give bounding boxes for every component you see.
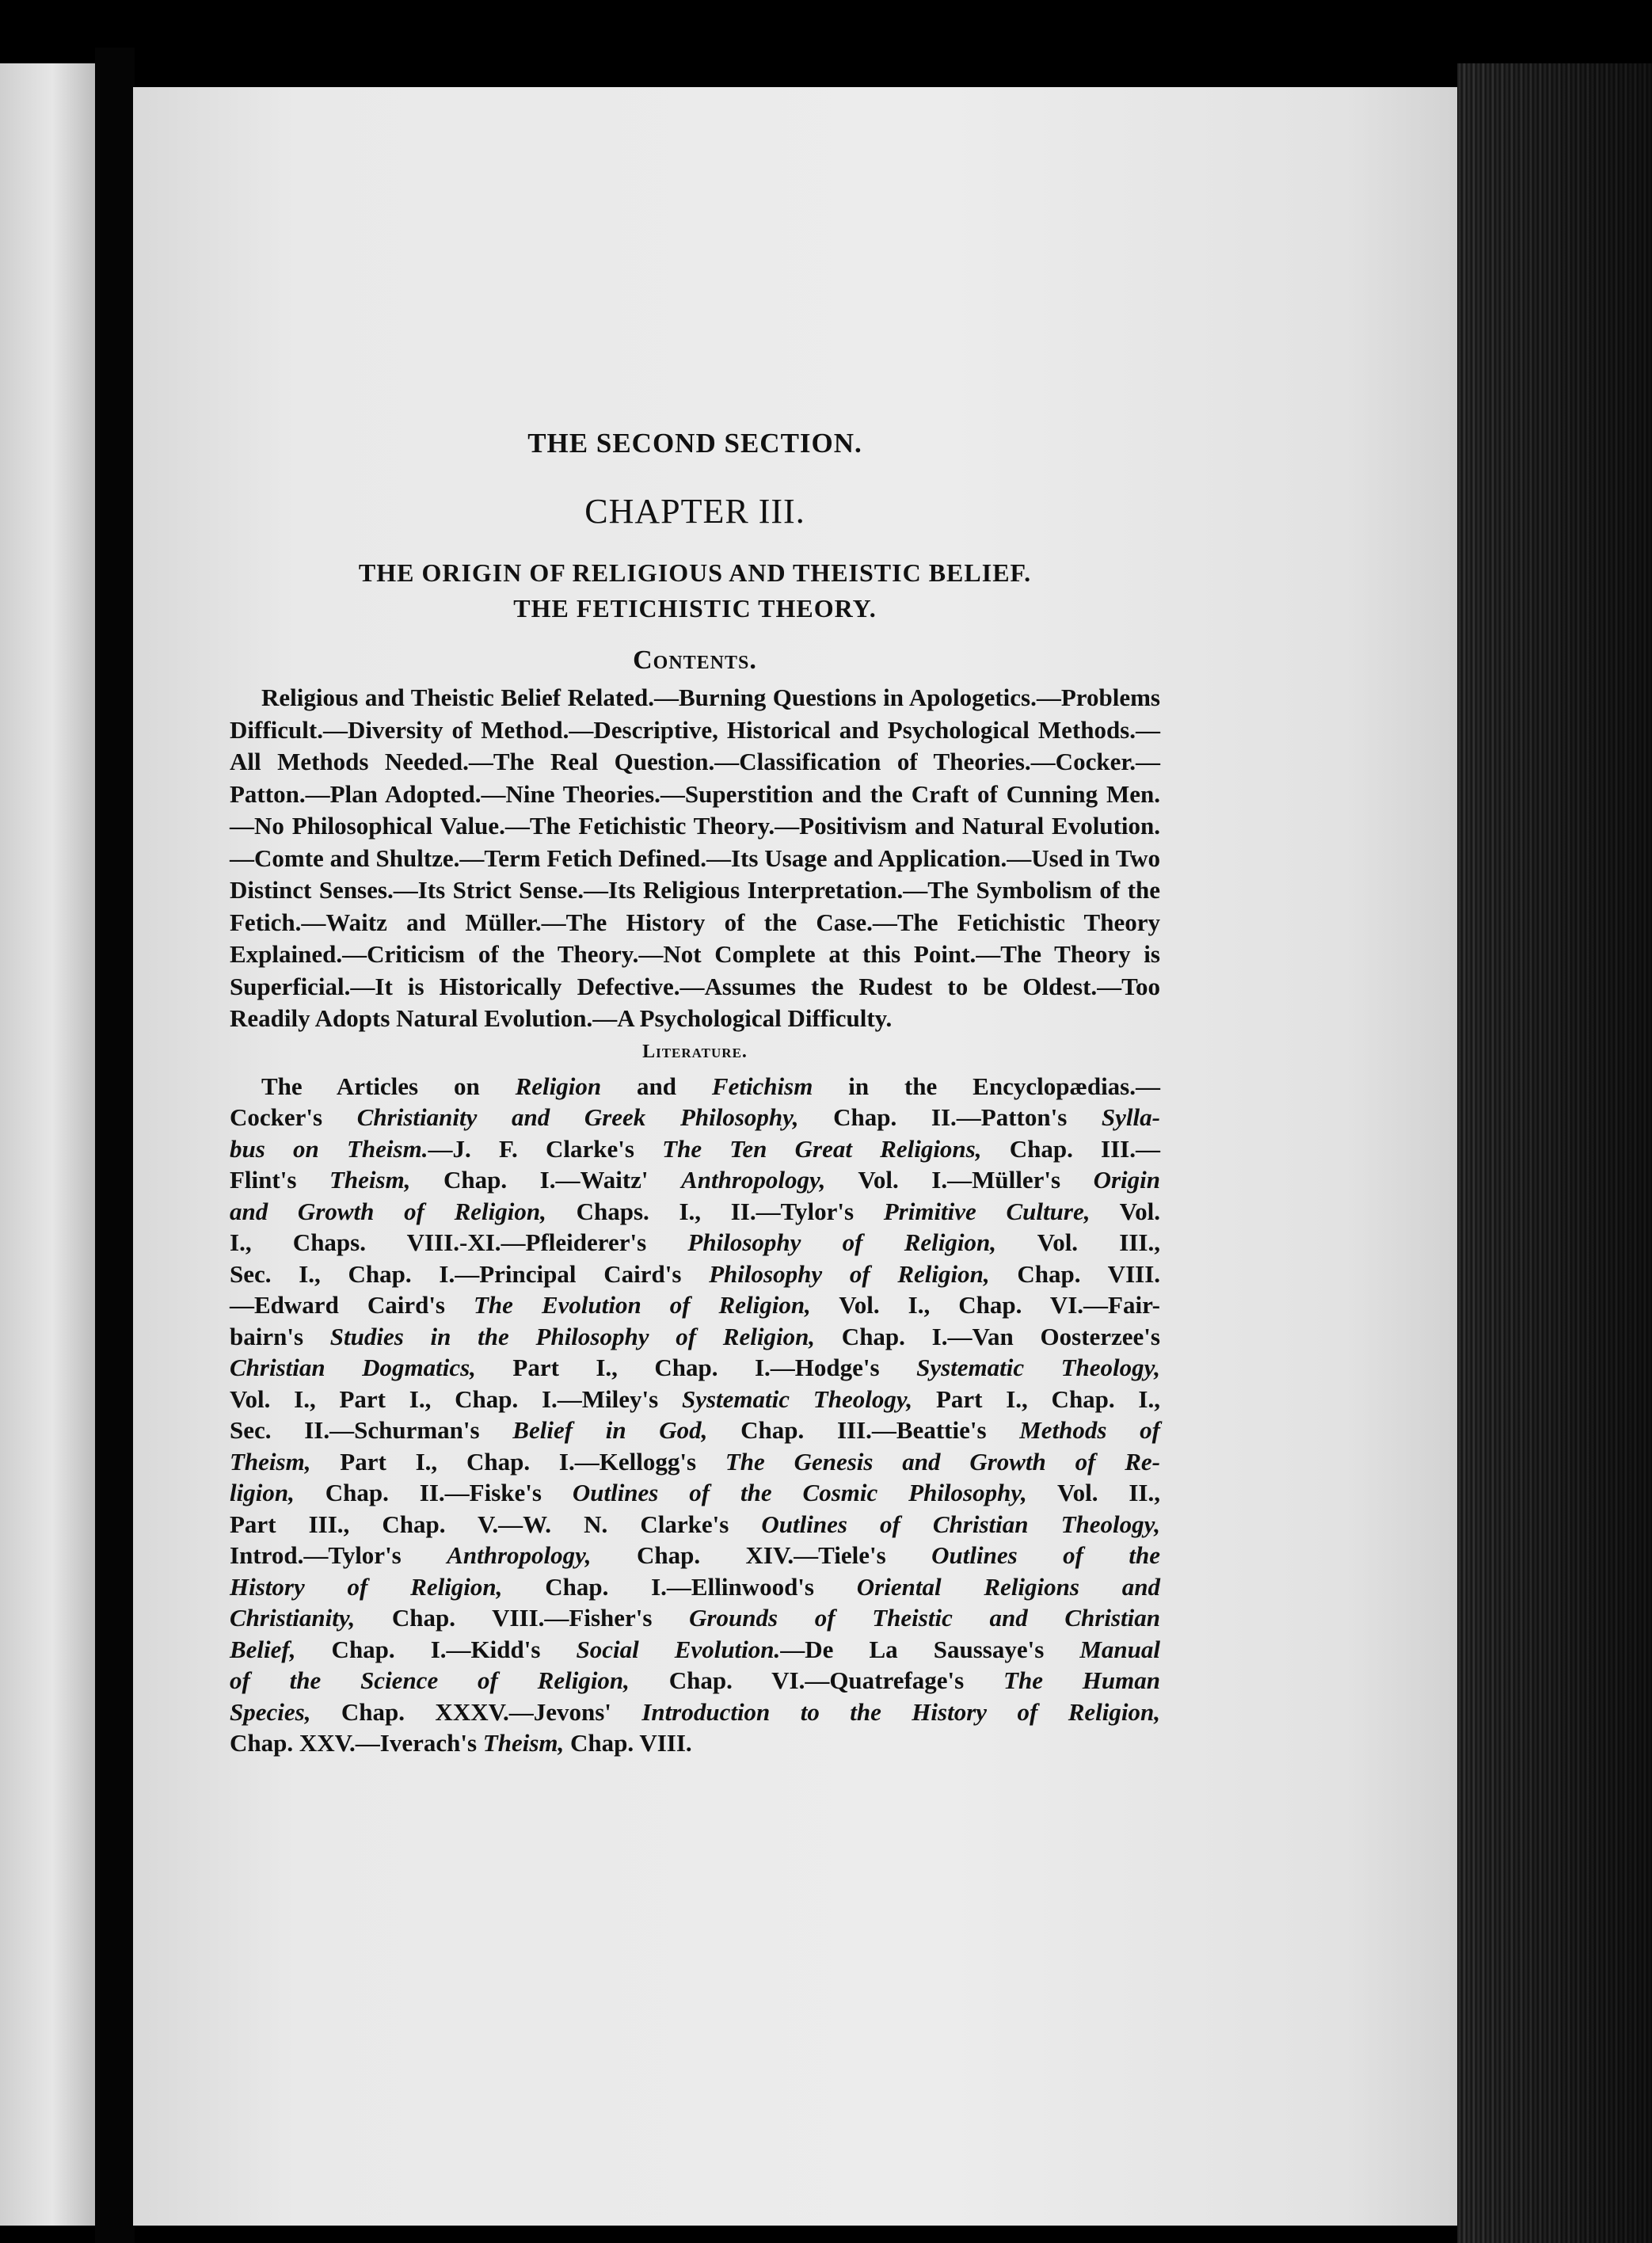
text-run: Chap. XXXV.—Jevons'	[310, 1697, 642, 1726]
text-run: and	[601, 1072, 712, 1100]
title-run: Belief in God,	[512, 1416, 708, 1444]
text-run: Cocker's	[230, 1103, 357, 1131]
literature-line	[230, 1665, 1160, 1697]
text-run: Chap. I.—Van Oosterzee's	[815, 1322, 1160, 1350]
literature-line	[230, 1102, 1160, 1133]
title-run: Christianity,	[230, 1604, 356, 1632]
literature-line	[230, 1352, 1160, 1384]
text-run: Chap. II.—Patton's	[798, 1103, 1102, 1131]
text-run: Part III., Chap. V.—W. N. Clarke's	[230, 1510, 762, 1538]
text-run: Vol. III.,	[995, 1228, 1160, 1256]
text-run: Sec. I., Chap. I.—Principal Caird's	[230, 1259, 710, 1288]
text-run: Chap. II.—Fiske's	[294, 1479, 573, 1506]
text-run: Chap. XXV.—Iverach's	[230, 1729, 483, 1757]
text-run: Sec. II.—Schurman's	[230, 1416, 513, 1444]
literature-line	[230, 1415, 1160, 1446]
text-run: Chap. VIII.	[564, 1729, 692, 1757]
literature-line	[230, 1071, 1160, 1102]
text-run: Chaps. I., II.—Tylor's	[546, 1197, 884, 1225]
text-run: I., Chaps. VIII.-XI.—Pfleiderer's	[230, 1228, 688, 1256]
literature-line	[230, 1446, 1160, 1478]
literature-line	[230, 1477, 1160, 1509]
text-run: Chap. I.—Waitz'	[410, 1166, 682, 1194]
text-run: Vol. I., Chap. VI.—Fair-	[810, 1291, 1160, 1319]
title-run: Sylla-	[1101, 1103, 1160, 1131]
text-run: Chap. III.—Beattie's	[707, 1416, 1020, 1444]
title-run: Theism,	[329, 1166, 411, 1194]
title-run: History of Religion,	[230, 1572, 503, 1601]
text-run: —J. F. Clarke's	[428, 1134, 663, 1163]
title-run: Systematic Theology,	[681, 1384, 913, 1413]
text-run: Chap. I.—Kidd's	[295, 1635, 577, 1663]
literature-line	[230, 1602, 1160, 1634]
literature-line	[230, 1571, 1160, 1603]
literature-line	[230, 1321, 1160, 1353]
section-heading: THE SECOND SECTION.	[527, 428, 862, 459]
text-run: —Edward Caird's	[230, 1291, 474, 1319]
contents-paragraph: Religious and Theistic Belief Related.—Burning Questions in Apologetics.—Problems Difficult.—Diversity of Method.—Descriptive, Historical and Psychological Methods.—All Methods Needed.—The Real Question.—Classification of Theories.—Cocker.—Patton.—Plan Adopted.—Nine Theories.—Superstition and the Craft of Cunning Men.—No Philosophical Value.—The Fetichistic Theory.—Positivism and Natural Evolution.—Comte and Shultze.—Term Fetich Defined.—Its Usage and Application.—Used in Two Distinct Senses.—Its Strict Sense.—Its Religious Interpretation.—The Symbolism of the Fetich.—Waitz and Müller.—The History of the Case.—The Fetichistic Theory Explained.—Criticism of the Theory.—Not Complete at this Point.—The Theory is Superficial.—It is Historically Defective.—Assumes the Rudest to be Oldest.—Too Readily Adopts Natural Evolution.—A Psychological Difficulty.	[230, 684, 1160, 1032]
text-run: Vol. I., Part I., Chap. I.—Miley's	[230, 1384, 682, 1413]
chapter-heading: CHAPTER III.	[584, 492, 805, 531]
text-run: Vol. I.—Müller's	[825, 1166, 1094, 1194]
page-content	[230, 428, 1160, 1759]
title-run: Grounds of Theistic and Christian	[689, 1604, 1160, 1632]
literature-line	[230, 1540, 1160, 1571]
text-run: Part I., Chap. I.—Kellogg's	[310, 1447, 725, 1476]
title-run: Theism,	[482, 1729, 565, 1757]
text-run: Part I., Chap. I.—Hodge's	[475, 1354, 917, 1381]
literature-line	[230, 1727, 1160, 1759]
text-run: Chap. I.—Ellinwood's	[502, 1572, 857, 1601]
page-block-shadow	[1457, 63, 1652, 2243]
chapter-title-line-1: THE ORIGIN OF RELIGIOUS AND THEISTIC BELIEF.	[358, 558, 1032, 587]
title-run: Outlines of the Cosmic Philosophy,	[572, 1479, 1027, 1506]
text-run: Chap. VIII.	[989, 1259, 1161, 1288]
title-run: The Ten Great Religions,	[662, 1134, 982, 1163]
title-run: Theism,	[230, 1447, 311, 1476]
title-run: Systematic Theology,	[916, 1354, 1160, 1381]
title-run: Oriental Religions and	[856, 1572, 1160, 1601]
text-run: in the Encyclopædias.—	[813, 1072, 1160, 1100]
facing-page-edge	[0, 63, 95, 2226]
chapter-title	[230, 555, 1160, 626]
title-run: Philosophy of Religion,	[687, 1228, 996, 1256]
text-run: Vol. II.,	[1026, 1479, 1160, 1506]
contents-heading: Contents.	[633, 645, 757, 675]
literature-line	[230, 1384, 1160, 1415]
text-run: bairn's	[230, 1322, 330, 1350]
text-run: Chap. VIII.—Fisher's	[355, 1604, 690, 1632]
title-run: Philosophy of Religion,	[709, 1259, 990, 1288]
title-run: The Human	[1003, 1666, 1160, 1694]
title-run: The Evolution of Religion,	[474, 1291, 811, 1319]
text-run: —De La Saussaye's	[780, 1635, 1080, 1663]
title-run: Anthropology,	[447, 1541, 592, 1569]
literature-line	[230, 1509, 1160, 1540]
literature-line	[230, 1259, 1160, 1290]
title-run: Religion	[515, 1072, 602, 1100]
title-run: Introduction to the History of Religion,	[641, 1697, 1160, 1726]
title-run: Christian Dogmatics,	[230, 1354, 476, 1381]
title-run: Methods of	[1019, 1416, 1160, 1444]
title-run: of the Science of Religion,	[230, 1666, 630, 1694]
title-run: Studies in the Philosophy of Religion,	[329, 1322, 816, 1350]
literature-line	[230, 1634, 1160, 1666]
text-run: Introd.—Tylor's	[230, 1541, 447, 1569]
text-run: Part I., Chap. I.,	[912, 1384, 1160, 1413]
chapter-title-line-2: THE FETICHISTIC THEORY.	[513, 594, 877, 623]
text-run: Vol.	[1090, 1197, 1160, 1225]
title-run: Belief,	[230, 1635, 296, 1663]
literature-line	[230, 1164, 1160, 1196]
title-run: Christianity and Greek Philosophy,	[356, 1103, 799, 1131]
title-run: Fetichism	[711, 1072, 813, 1100]
text-run: Chap. XIV.—Tiele's	[591, 1541, 932, 1569]
title-run: The Genesis and Growth of Re-	[725, 1447, 1160, 1476]
text-run: Flint's	[230, 1166, 329, 1194]
text-run: Chap. VI.—Quatrefage's	[629, 1666, 1004, 1694]
title-run: Outlines of the	[931, 1541, 1160, 1569]
title-run: Manual	[1079, 1635, 1160, 1663]
literature-paragraph	[230, 1071, 1160, 1759]
literature-line	[230, 1697, 1160, 1728]
title-run: Outlines of Christian Theology,	[761, 1510, 1161, 1538]
literature-line	[230, 1289, 1160, 1321]
title-run: Primitive Culture,	[883, 1197, 1091, 1225]
literature-line	[230, 1133, 1160, 1165]
title-run: bus on Theism.	[230, 1134, 428, 1163]
text-run: The Articles on	[261, 1072, 516, 1100]
title-run: Species,	[230, 1697, 311, 1726]
title-run: Social Evolution.	[576, 1635, 781, 1663]
text-run: Chap. III.—	[981, 1134, 1160, 1163]
literature-line	[230, 1196, 1160, 1228]
title-run: ligion,	[230, 1479, 295, 1506]
literature-heading: Literature.	[642, 1041, 748, 1062]
title-run: Anthropology,	[681, 1166, 826, 1194]
title-run: and Growth of Religion,	[230, 1197, 546, 1225]
title-run: Origin	[1093, 1166, 1160, 1194]
book-gutter	[95, 48, 135, 2243]
literature-line	[230, 1227, 1160, 1259]
